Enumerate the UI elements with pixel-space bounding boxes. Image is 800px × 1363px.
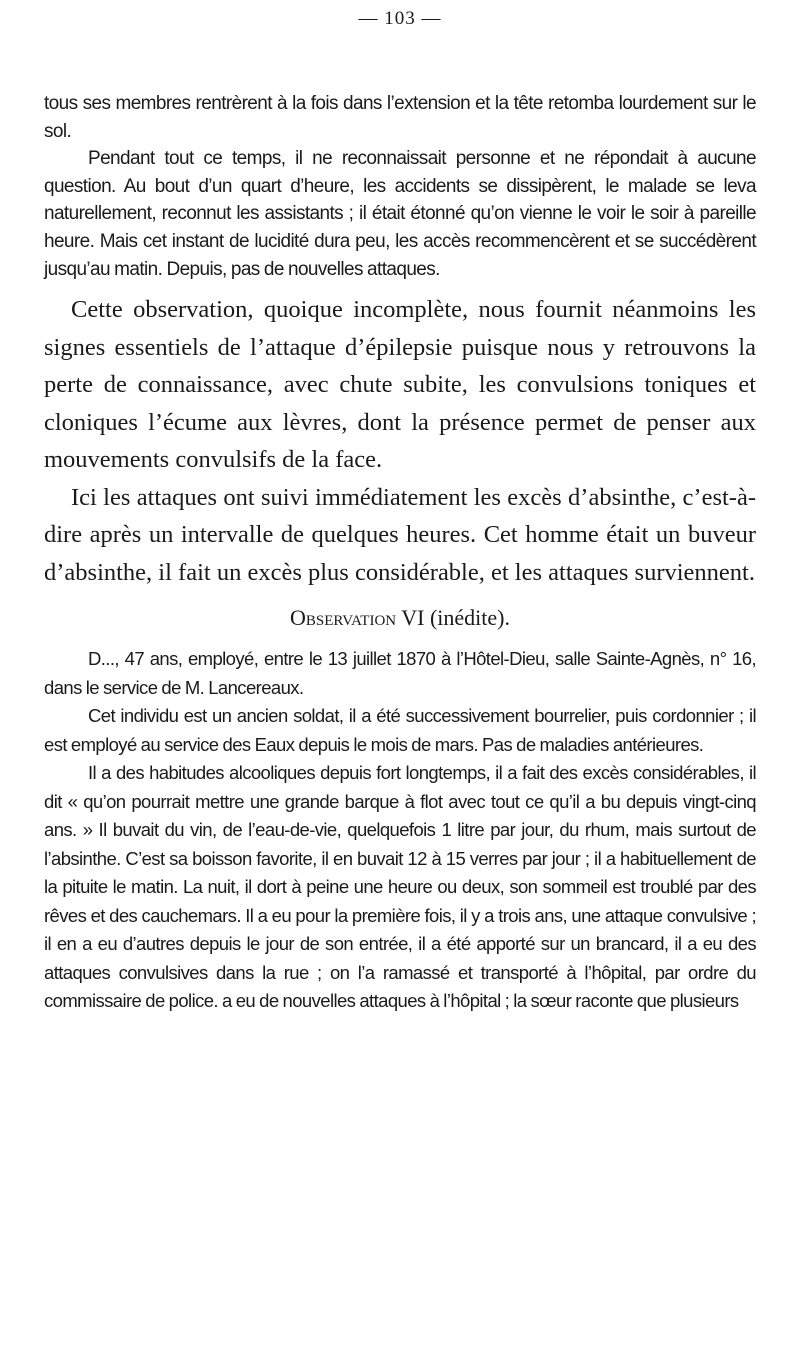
heading-note: (inédite). <box>429 605 510 631</box>
paragraph: Il a des habitudes alcooliques depuis fort longtemps, il a fait des excès considérables, il dit « qu’on pourrait mettre une grande barque à flot avec tout ce qu’il a bu depuis vingt-cinq ans. » Il buvait du vin, de l’eau-de-vie, quelquefois 1 litre par jour, du rhum, mais surtout de l’absinthe. C’est sa boisson favorite, il en buvait 12 à 15 verres par jour ; il a habituellement de la pituite le matin. La nuit, il dort à peine une heure ou deux, son sommeil est troublé par des rêves et des cauchemars. Il a eu pour la première fois, il y a trois ans, une attaque convulsive ; il en a eu d’autres depuis le jour de son entrée, il a été apporté sur un brancard, il a eu des attaques convulsives dans la rue ; on l’a ramassé et transporté à l’hôpital, par ordre du commissaire de police. a eu de nouvelles attaques à l’hôpital ; la sœur raconte que plusieurs <box>44 762 756 1012</box>
text-block-bottom <box>44 645 756 1016</box>
page-number <box>0 0 800 30</box>
paragraph: Pendant tout ce temps, il ne reconnaissait personne et ne répondait à aucune question. Au bout d’un quart d’heure, les accidents se dissipèrent, le malade se leva naturellement, reconnut les assistants ; il était étonné qu’on vienne le voir le soir à pareille heure. Mais cet instant de lucidité dura peu, les accès recommencèrent et se succédèrent jusqu’au matin. Depuis, pas de nouvelles attaques. <box>44 148 756 280</box>
heading-number: VI <box>401 605 425 631</box>
page-body <box>44 62 756 1016</box>
paragraph: D..., 47 ans, employé, entre le 13 juillet 1870 à l’Hôtel-Dieu, salle Sainte-Agnès, n° 16, dans le service de M. Lancereaux. <box>44 648 756 698</box>
text-block-large <box>44 291 756 591</box>
paragraph: Cet individu est un ancien soldat, il a été successivement bourrelier, puis cordonnier ; il est employé au service des Eaux depuis le mois de mars. Pas de maladies antérieures. <box>44 705 756 755</box>
paragraph: Ici les attaques ont suivi immédiatement les excès d’absinthe, c’est-à-dire après un intervalle de quelques heures. Cet homme était un buveur d’absinthe, il fait un excès plus considérable, et les attaques surviennent. <box>44 483 756 586</box>
observation-heading <box>44 605 756 631</box>
text-block-top <box>44 90 756 283</box>
paragraph: Cette observation, quoique incomplète, nous fournit néanmoins les signes essentiels de l’attaque d’épilepsie puisque nous y retrouvons la perte de connaissance, avec chute subite, les convulsions toniques et cloniques l’écume aux lèvres, dont la présence permet de penser aux mouvements convulsifs de la face. <box>44 296 756 474</box>
paragraph: tous ses membres rentrèrent à la fois dans l’extension et la tête retomba lourdement sur le sol. <box>44 93 756 142</box>
page-number-text: — 103 — <box>358 8 442 29</box>
heading-label: Observation <box>290 605 397 631</box>
